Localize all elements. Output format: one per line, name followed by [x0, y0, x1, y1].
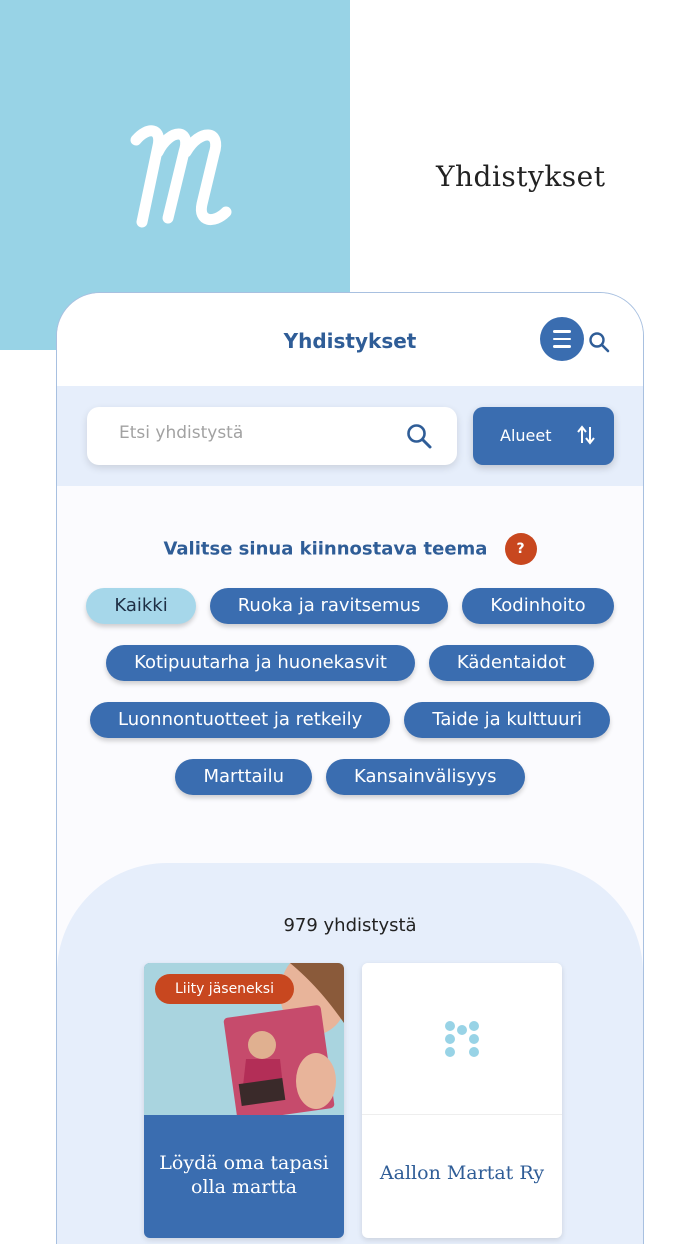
help-button[interactable]: ?: [505, 533, 537, 565]
chip-kansainvalisyys[interactable]: Kansainvälisyys: [326, 759, 525, 795]
promo-card-title-line: Löydä oma tapasi: [159, 1152, 329, 1174]
search-icon[interactable]: [405, 422, 433, 450]
regions-filter-button[interactable]: [473, 407, 614, 465]
promo-card-title-line: olla martta: [191, 1176, 297, 1198]
chip-kaikki[interactable]: Kaikki: [86, 588, 195, 624]
join-badge[interactable]: Liity jäseneksi: [155, 974, 294, 1004]
chip-ruoka[interactable]: Ruoka ja ravitsemus: [210, 588, 449, 624]
chip-row: [57, 645, 643, 681]
chip-row: [57, 759, 643, 795]
results-section: [57, 863, 643, 1244]
chip-taide[interactable]: Taide ja kulttuuri: [404, 702, 610, 738]
promo-card[interactable]: [144, 963, 344, 1238]
search-band: [57, 386, 643, 486]
search-input[interactable]: [119, 423, 389, 443]
martat-logo-icon: [118, 118, 238, 233]
menu-button[interactable]: [540, 317, 584, 361]
theme-prompt: Valitse sinua kiinnostava teema: [163, 538, 488, 560]
theme-chips: [57, 588, 643, 816]
hamburger-menu-icon: [553, 330, 571, 333]
association-card[interactable]: [362, 963, 562, 1238]
hero-title: Yhdistykset: [436, 160, 606, 193]
search-box[interactable]: [87, 407, 457, 465]
martat-dots-logo-icon: [444, 1020, 480, 1058]
app-title: Yhdistykset: [283, 329, 417, 353]
chip-kadentaidot[interactable]: Kädentaidot: [429, 645, 594, 681]
regions-filter-label: Alueet: [500, 426, 552, 445]
association-card-title: Aallon Martat Ry: [379, 1162, 545, 1184]
chip-kotipuutarha[interactable]: Kotipuutarha ja huonekasvit: [106, 645, 415, 681]
app-bar: [57, 293, 643, 386]
chip-luonnontuotteet[interactable]: Luonnontuotteet ja retkeily: [90, 702, 390, 738]
chip-row: [57, 588, 643, 624]
search-icon[interactable]: [587, 330, 611, 354]
phone-frame: [56, 292, 644, 1244]
chip-marttailu[interactable]: Marttailu: [175, 759, 312, 795]
chip-row: [57, 702, 643, 738]
promo-card-title: [144, 1151, 344, 1199]
results-count: 979 yhdistystä: [283, 915, 417, 936]
sort-arrows-icon: [576, 424, 596, 446]
theme-prompt-row: [57, 533, 643, 565]
chip-kodinhoito[interactable]: Kodinhoito: [462, 588, 613, 624]
